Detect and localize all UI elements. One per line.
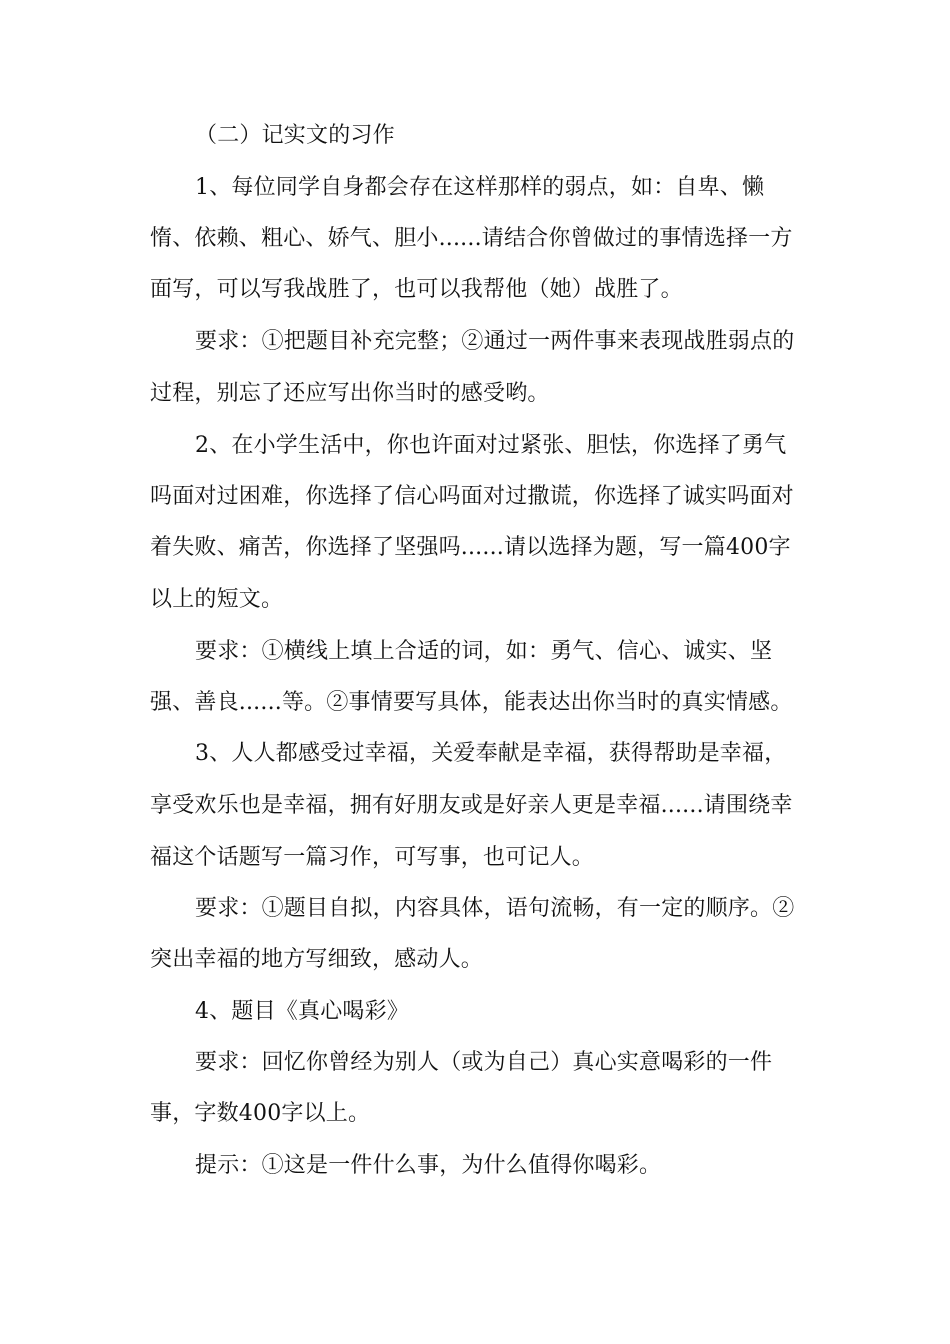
paragraph-line: 以上的短文。 (150, 587, 284, 612)
paragraph-line: 提示：①这是一件什么事，为什么值得你喝彩。 (195, 1153, 662, 1178)
paragraph-line: 过程，别忘了还应写出你当时的感受哟。 (150, 381, 550, 406)
paragraph-line: 要求：回忆你曾经为别人（或为自己）真心实意喝彩的一件 (195, 1050, 773, 1075)
paragraph-line: 着失败、痛苦，你选择了坚强吗......请以选择为题，写一篇400字 (150, 535, 791, 560)
paragraph-line: 4、题目《真心喝彩》 (195, 999, 409, 1024)
paragraph-line: 吗面对过困难，你选择了信心吗面对过撒谎，你选择了诚实吗面对 (150, 484, 794, 509)
paragraph-line: 2、在小学生活中，你也许面对过紧张、胆怯，你选择了勇气 (195, 433, 787, 458)
paragraph-line: 3、人人都感受过幸福，关爱奉献是幸福，获得帮助是幸福， (195, 741, 787, 766)
paragraph-line: 福这个话题写一篇习作，可写事，也可记人。 (150, 845, 595, 870)
paragraph-line: 事，字数400字以上。 (150, 1101, 371, 1126)
paragraph-line: 惰、依赖、粗心、娇气、胆小......请结合你曾做过的事情选择一方 (150, 226, 793, 251)
paragraph-line: 突出幸福的地方写细致，感动人。 (150, 947, 484, 972)
paragraph-line: 要求：①题目自拟，内容具体，语句流畅，有一定的顺序。② (195, 896, 795, 921)
paragraph-line: 要求：①横线上填上合适的词，如：勇气、信心、诚实、坚 (195, 639, 773, 664)
paragraph-line: 要求：①把题目补充完整；②通过一两件事来表现战胜弱点的 (195, 329, 795, 354)
paragraph-line: 1、每位同学自身都会存在这样那样的弱点，如：自卑、懒 (195, 175, 765, 200)
section-title: （二）记实文的习作 (195, 123, 395, 148)
paragraph-line: 面写，可以写我战胜了，也可以我帮他（她）战胜了。 (150, 277, 683, 302)
paragraph-line: 享受欢乐也是幸福，拥有好朋友或是好亲人更是幸福......请围绕幸 (150, 793, 793, 818)
paragraph-line: 强、善良......等。②事情要写具体，能表达出你当时的真实情感。 (150, 690, 793, 715)
